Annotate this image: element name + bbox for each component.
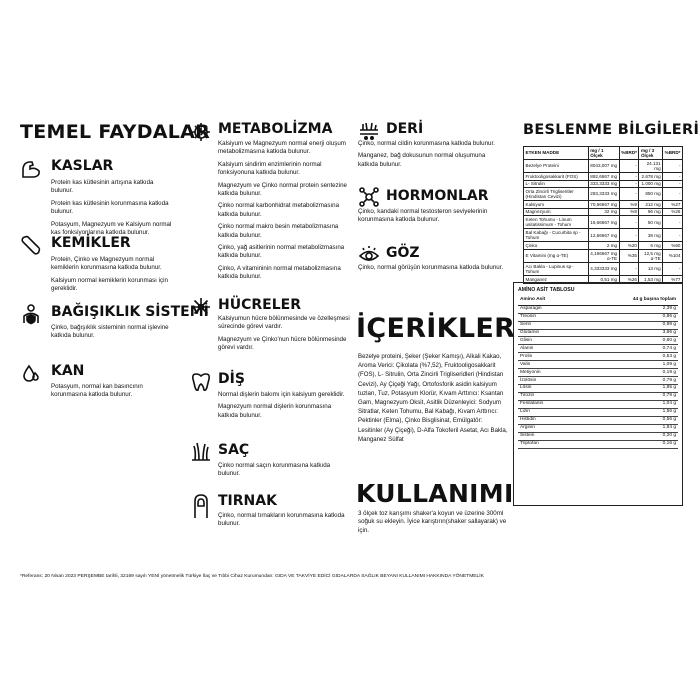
nutrition-cell: Magnezyum — [524, 208, 589, 216]
amino-acid-row — [518, 369, 678, 377]
section-text-kan: Potasyum, normal kan basıncının korunmasına katkıda bulunur. — [51, 383, 143, 399]
nutrition-row — [524, 229, 683, 242]
section-title-metabolizma: METABOLİZMA — [218, 121, 333, 137]
hair-icon — [190, 440, 212, 467]
amino-acid-name: İzolösin — [518, 377, 579, 385]
nutrition-cell: 32 mg — [588, 208, 619, 216]
amino-acid-name: Valin — [518, 361, 579, 369]
amino-acid-amount: 0,98 g — [579, 321, 678, 329]
section-text-kaslar: Protein kas kütlesinin artışına katkıda bulunur. Protein kas kütlesinin korunmasına katkıda bulunur. Potasyum, Magnezyum ve Kalsiyum normal kas fonksiyonlarına katkıda bulunur. — [51, 179, 172, 237]
shield-person-icon — [20, 303, 42, 330]
nutrition-cell: 50 mg — [639, 216, 663, 229]
nutrition-row — [524, 160, 683, 173]
amino-acid-row — [518, 313, 678, 321]
amino-acid-row — [518, 433, 678, 441]
section-text-bagisiklik: Çinko, bağışıklık sisteminin normal işlevine katkıda bulunur. — [51, 324, 169, 340]
nutrition-cell: - — [619, 229, 639, 242]
amino-acid-amount: 1,04 g — [579, 401, 678, 409]
section-text-hormonlar: Çinko, kandaki normal testosteron seviyelerinin korunmasına katkıda bulunur. — [358, 208, 488, 224]
amino-acid-name: Sistein — [518, 433, 579, 441]
nutrition-cell: Kalsiyum — [524, 201, 589, 209]
nutrition-cell: 24.131 mg — [639, 160, 663, 173]
section-title-dis: DİŞ — [218, 371, 245, 387]
nutrition-cell: - — [663, 188, 683, 201]
section-title-kan: KAN — [51, 363, 85, 379]
section-text-sac: Çinko normal saçın korunmasına katkıda bulunur. — [218, 462, 331, 478]
amino-acid-amount: 0,19 g — [579, 369, 678, 377]
amino-acid-name: Asparagin — [518, 305, 579, 313]
nutrition-row — [524, 201, 683, 209]
nutrition-cell: 13 mg — [639, 262, 663, 275]
nutrition-cell: %9 — [619, 208, 639, 216]
section-text-dis: Normal dişlerin bakımı için kalsiyum gereklidir. Magnezyum normal dişlerin korunmasına katkıda bulunur. — [218, 391, 345, 419]
amino-acid-row — [518, 425, 678, 433]
nutrition-cell: %104 — [663, 249, 683, 262]
amino-acid-title: AMİNO ASİT TABLOSU — [518, 287, 575, 293]
amino-acid-row — [518, 401, 678, 409]
usage-title: KULLANIMI — [356, 479, 514, 508]
section-title-hormonlar: HORMONLAR — [386, 188, 489, 204]
usage-text: 3 ölçek toz karışımı shaker'a koyun ve üzerine 300ml soğuk su ekleyin. İyice karıştırın(shaker sallayarak) ve için. — [358, 510, 507, 534]
nutrition-header-cell: mg / 3 Ölçek — [639, 147, 663, 160]
nutrition-row — [524, 188, 683, 201]
section-title-deri: DERİ — [386, 121, 424, 137]
amino-acid-amount: 0,60 g — [579, 337, 678, 345]
amino-acid-amount: 0,79 g — [579, 393, 678, 401]
section-title-hucreler: HÜCRELER — [218, 297, 301, 313]
nutrition-row — [524, 180, 683, 188]
nutrition-cell: - — [663, 180, 683, 188]
section-text-hucreler: Kalsiyumun hücre bölünmesinde ve özelleşmesi sürecinde görevi vardır. Magnezyum ve Çinko'nun hücre bölünmesinde görevi vardır. — [218, 315, 350, 352]
amino-acid-amount: 3,86 g — [579, 329, 678, 337]
nutrition-row — [524, 216, 683, 229]
nutrition-cell: Acı Bakla - Lupinus sp- Tohum — [524, 262, 589, 275]
nutrition-cell: - — [663, 229, 683, 242]
amino-acid-amount: 1,09 g — [579, 361, 678, 369]
section-title-goz: GÖZ — [386, 245, 420, 261]
nutrition-cell: Manganez — [524, 275, 589, 283]
nutrition-cell: 2 mg — [588, 242, 619, 250]
amino-acid-amount: 0,86 g — [579, 313, 678, 321]
amino-acid-name: Fenilalanin — [518, 401, 579, 409]
nutrition-header-cell: mg / 1 Ölçek — [588, 147, 619, 160]
nutrition-row — [524, 208, 683, 216]
nutrition-cell: Bezelye Proteini — [524, 160, 589, 173]
nutrition-cell: Çinko — [524, 242, 589, 250]
nutrition-cell: - — [663, 160, 683, 173]
nutrition-header-cell: %BRD* — [663, 147, 683, 160]
amino-acid-box — [513, 282, 683, 506]
amino-acid-row — [518, 385, 678, 393]
amino-acid-name: Tirozin — [518, 393, 579, 401]
nutrition-cell: Bal Kabağı - Cucurbita sp - Tohum — [524, 229, 589, 242]
metabolism-icon — [190, 121, 212, 148]
amino-acid-name: Glutamin — [518, 329, 579, 337]
nutrition-row — [524, 249, 683, 262]
amino-acid-name: Histidin — [518, 417, 579, 425]
amino-acid-name: Lösin — [518, 385, 579, 393]
amino-acid-name: Glisin — [518, 337, 579, 345]
section-title-kemikler: KEMİKLER — [51, 235, 131, 251]
nutrition-cell: - — [619, 188, 639, 201]
blood-drop-icon — [20, 363, 42, 390]
nutrition-cell: 8043,007 mg — [588, 160, 619, 173]
amino-acid-row — [518, 329, 678, 337]
nutrition-cell: %35 — [619, 249, 639, 262]
tooth-icon — [190, 371, 212, 398]
nutrition-cell: - — [663, 216, 683, 229]
nutrition-cell: %20 — [619, 242, 639, 250]
amino-acid-amount: 1,85 g — [579, 385, 678, 393]
ingredients-title: İÇERİKLER — [356, 313, 516, 344]
nutrition-table — [523, 146, 683, 284]
nutrition-cell: - — [663, 262, 683, 275]
nutrition-cell: - — [619, 216, 639, 229]
nutrition-cell: %9 — [619, 201, 639, 209]
amino-acid-row — [518, 353, 678, 361]
amino-acid-row — [518, 441, 678, 449]
section-title-bagisiklik: BAĞIŞIKLIK SİSTEMİ — [51, 304, 209, 320]
amino-acid-amount: 1,84 g — [579, 425, 678, 433]
nutrition-cell: 850 mg — [639, 188, 663, 201]
section-title-kaslar: KASLAR — [51, 158, 114, 174]
nutrition-cell: 283,3333 mg — [588, 188, 619, 201]
nutrition-cell: 1,53 mg — [639, 275, 663, 283]
ingredients-text: Bezelye proteini, Şeker (Şeker Kamışı), Alkali Kakao, Aroma Verici: Çikolata (%7,52), Fruktooligosakkarit (FOS), L- Sitrulin, Orta Zincirli Trigliseridleri (Hindistan Cevizi), Ay Çiçeği Yağı, Ortofosforik asidin kalsiyum tuzları, Tuz, Potasyum Klorür, Kıvam Arttırıcı: Ksantan Gam, Magnezyum Oksit, Asitlik Düzenleyici: Sodyum Sitratlar, Keten Tohumu, Bal Kabağı, Kıvam Arttırıcı: Pektinler (Elma), Çinko Bisglisinat, Emülgatör: Lesitinler (Ay Çiçeği), D-Alfa Tokoferil Asetat, Acı Bakla, Manganez Sülfat — [358, 353, 508, 443]
nutrition-cell: 2.678 mg — [639, 173, 663, 181]
nutrition-cell: 16,66667 mg — [588, 216, 619, 229]
nutrition-cell: 4,166667 mg α-TE — [588, 249, 619, 262]
nutrition-cell: - — [663, 173, 683, 181]
nutrition-cell: 0,51 mg — [588, 275, 619, 283]
amino-acid-name: Triptofan — [518, 441, 579, 449]
nutrition-cell: - — [619, 262, 639, 275]
nutrition-cell: 333,3333 mg — [588, 180, 619, 188]
amino-acid-amount: 0,79 g — [579, 377, 678, 385]
nutrition-cell: Fruktooligosakkarit (FOS) — [524, 173, 589, 181]
cell-icon — [190, 296, 212, 323]
section-title-sac: SAÇ — [218, 442, 250, 458]
amino-acid-amount: 0,53 g — [579, 353, 678, 361]
nutrition-cell: - — [619, 173, 639, 181]
nutrition-cell: %26 — [663, 208, 683, 216]
amino-acid-row — [518, 305, 678, 313]
amino-acid-name: Serin — [518, 321, 579, 329]
amino-acid-name: Prolin — [518, 353, 579, 361]
nutrition-cell: - — [619, 160, 639, 173]
nutrition-header-cell: %BRD* — [619, 147, 639, 160]
nutrition-cell: 12,66667 mg — [588, 229, 619, 242]
nutrition-row — [524, 242, 683, 250]
nutrition-cell: 212 mg — [639, 201, 663, 209]
amino-acid-row — [518, 409, 678, 417]
nutrition-cell: 892,6667 mg — [588, 173, 619, 181]
section-title-tirnak: TIRNAK — [218, 493, 277, 509]
nutrition-row — [524, 262, 683, 275]
amino-acid-amount: 1,56 g — [579, 409, 678, 417]
nail-icon — [190, 493, 212, 524]
amino-acid-row — [518, 361, 678, 369]
nutrition-cell: 6 mg — [639, 242, 663, 250]
nutrition-cell: E Vitamini (mg α-TE) — [524, 249, 589, 262]
nutrition-cell: L- Sitrulin — [524, 180, 589, 188]
flexed-arm-icon — [20, 158, 42, 185]
nutrition-cell: %77 — [663, 275, 683, 283]
amino-acid-row — [518, 321, 678, 329]
nutrition-cell: 96 mg — [639, 208, 663, 216]
amino-acid-amount: 0,16 g — [579, 441, 678, 449]
nutrition-title: BESLENME BİLGİLERİ — [523, 122, 700, 138]
section-text-deri: Çinko, normal cildin korunmasına katkıda bulunur. Manganez, bağ dokusunun normal oluşumuna katkıda bulunur. — [358, 140, 495, 168]
nutrition-cell: 12,5 mg α-TE — [639, 249, 663, 262]
section-text-goz: Çinko, normal görüşün korunmasına katkıda bulunur. — [358, 264, 504, 271]
amino-acid-row — [518, 345, 678, 353]
nutrition-cell: 70,66667 mg — [588, 201, 619, 209]
bone-icon — [20, 234, 42, 261]
amino-acid-row — [518, 337, 678, 345]
amino-acid-name: Arginin — [518, 425, 579, 433]
nutrition-row — [524, 173, 683, 181]
nutrition-cell: %26 — [619, 275, 639, 283]
amino-acid-amount: 0,56 g — [579, 417, 678, 425]
amino-acid-name: Alanin — [518, 345, 579, 353]
footnote: *Referans: 20 Nisan 2023 PERŞEMBE tarihli, 32169 sayılı YENİ yönetmelik Türkiye İlaç ve Tıbbi Cihaz Kurumundan: GIDA VE TAKVİYE EDİCİ GIDALARDA SAĞLIK BEYANI KULLANIMI HAKKINDA YÖNETMELİK — [20, 574, 484, 579]
nutrition-cell: - — [619, 180, 639, 188]
amino-acid-row — [518, 417, 678, 425]
amino-acid-amount: 0,20 g — [579, 433, 678, 441]
section-text-metabolizma: Kalsiyum ve Magnezyum normal enerji oluşum metabolizmasına katkıda bulunur. Kalsiyum sindirim enzimlerinin normal fonksiyonuna katkıda bulunur. Magnezyum ve Çinko normal protein sentezine katkıda bulunur. Çinko normal karbonhidrat metabolizmasına katkıda bulunur. Çinko normal makro besin metabolizmasına katkıda bulunur. Çinko, yağ asitlerinin normal metabolizmasına katkıda bulunur. Çinko, A vitamininin normal metabolizmasına katkıda bulunur. — [218, 140, 347, 281]
amino-acid-row — [518, 393, 678, 401]
amino-acid-name: Metiyonin — [518, 369, 579, 377]
section-text-tirnak: Çinko, normal tırnakların korunmasına katkıda bulunur. — [218, 512, 345, 528]
nutrition-cell: 1.000 mg — [639, 180, 663, 188]
nutrition-cell: Keten Tohumu - Linum usitatissimum - Tohum — [524, 216, 589, 229]
nutrition-cell: %60 — [663, 242, 683, 250]
amino-acid-amount: 0,74 g — [579, 345, 678, 353]
amino-acid-name: Treonin — [518, 313, 579, 321]
nutrition-header-cell: ETKEN MADDE — [524, 147, 589, 160]
amino-acid-amount: 2,39 g — [579, 305, 678, 313]
section-text-kemikler: Protein, Çinko ve Magnezyum normal kemiklerin korunmasına katkıda bulunur. Kalsiyum normal kemiklerin korunması için gereklidir. — [51, 256, 168, 293]
amino-header-left: Amino Asit — [518, 296, 579, 305]
page-title: TEMEL FAYDALAR — [20, 121, 211, 143]
amino-acid-row — [518, 377, 678, 385]
nutrition-cell: 4,333333 mg — [588, 262, 619, 275]
nutrition-cell: %27 — [663, 201, 683, 209]
nutrition-table-wrap — [523, 146, 683, 284]
amino-header-right: 44 g başına toplam — [579, 296, 678, 305]
amino-acid-name: Lizin — [518, 409, 579, 417]
amino-acid-table — [518, 296, 678, 449]
nutrition-cell: Orta Zincirli Trigliseritler (Hindistan Cevizi) — [524, 188, 589, 201]
nutrition-cell: 38 mg — [639, 229, 663, 242]
